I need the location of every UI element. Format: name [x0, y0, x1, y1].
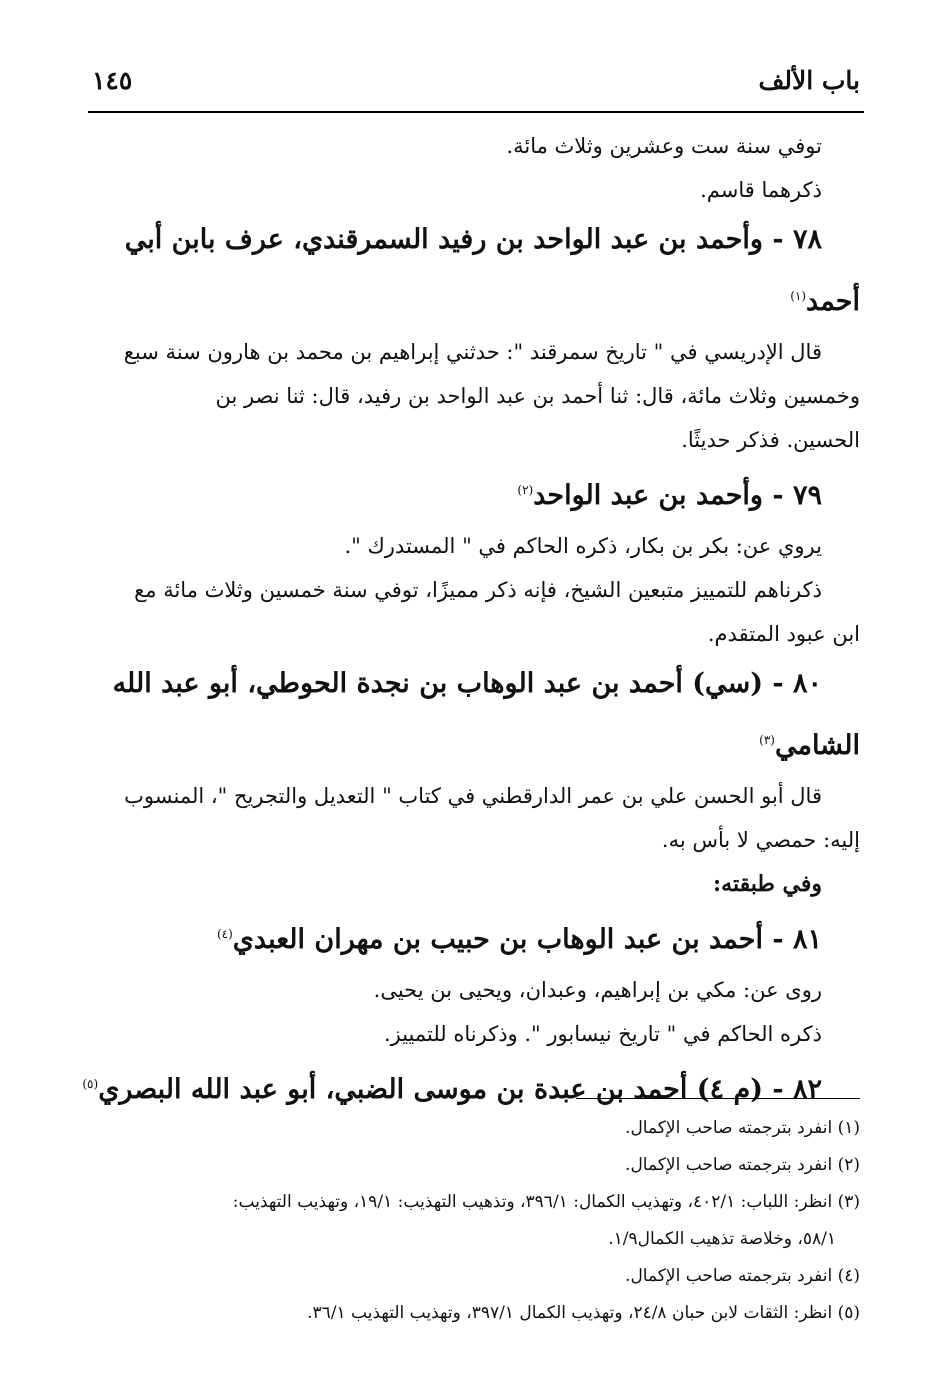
header-rule	[88, 111, 864, 113]
entry-heading-text: ٧٩ - وأحمد بن عبد الواحد	[533, 480, 822, 511]
subheading: وفي طبقته:	[713, 871, 822, 897]
footnote-ref: (٥)	[82, 1077, 99, 1091]
entry-heading-text: ٨١ - أحمد بن عبد الوهاب بن حبيب بن مهران العبدي	[232, 924, 822, 955]
entry-heading-80: ٨٠ - (سي) أحمد بن عبد الوهاب بن نجدة الحوطي، أبو عبد الله	[112, 668, 822, 699]
text-line: ذكرهما قاسم.	[700, 178, 822, 202]
entry-heading-79	[88, 462, 860, 524]
footnote-3: (٣) انظر: اللباب: ٤٠٢/١، وتهذيب الكمال: ٣٩٦/١، وتذهيب التهذيب: ١٩/١، وتهذيب التهذيب:	[232, 1192, 860, 1212]
entry-heading-text: الشامي	[774, 730, 860, 761]
entry-heading-81	[88, 906, 860, 968]
entry-heading-78: ٧٨ - وأحمد بن عبد الواحد بن رفيد السمرقندي، عرف بابن أبي	[124, 224, 822, 255]
footnote-separator	[576, 1098, 860, 1099]
entry-heading-78-cont	[88, 268, 860, 330]
footnote-3-cont: ٥٨/١، وخلاصة تذهيب الكمال١/٩.	[608, 1229, 836, 1249]
text-line: الحسين. فذكر حديثًا.	[681, 428, 860, 452]
text-line: روى عن: مكي بن إبراهيم، وعبدان، ويحيى بن يحيى.	[373, 978, 822, 1002]
text-line: ذكرناهم للتمييز متبعين الشيخ، فإنه ذكر مميزًا، توفي سنة خمسين وثلاث مائة مع	[134, 578, 822, 602]
footnote-5: (٥) انظر: الثقات لابن حبان ٢٤/٨، وتهذيب الكمال ٣٩٧/١، وتهذيب التهذيب ٣٦/١.	[307, 1303, 860, 1323]
text-line: وخمسين وثلاث مائة، قال: ثنا أحمد بن عبد الواحد بن رفيد، قال: ثنا نصر بن	[215, 384, 860, 408]
footnote-ref: (٤)	[216, 927, 233, 941]
text-line: قال الإدريسي في " تاريخ سمرقند ": حدثني إبراهيم بن محمد بن هارون سنة سبع	[123, 340, 822, 364]
text-line: ابن عبود المتقدم.	[707, 622, 860, 646]
entry-heading-80-cont	[88, 712, 860, 774]
footnote-ref: (٢)	[517, 483, 534, 497]
text-line: توفي سنة ست وعشرين وثلاث مائة.	[506, 134, 822, 158]
chapter-title: باب الألف	[758, 66, 860, 95]
main-text	[82, 124, 860, 1118]
footnote-1: (١) انفرد بترجمته صاحب الإكمال.	[625, 1118, 860, 1138]
page-number: ١٤٥	[92, 66, 133, 95]
footnote-2: (٢) انفرد بترجمته صاحب الإكمال.	[625, 1155, 860, 1175]
entry-heading-82	[82, 1056, 860, 1118]
footnotes	[88, 1110, 860, 1332]
text-line: ذكره الحاكم في " تاريخ نيسابور ". وذكرناه للتمييز.	[383, 1022, 822, 1046]
footnote-4: (٤) انفرد بترجمته صاحب الإكمال.	[625, 1266, 860, 1286]
entry-heading-text: أحمد	[806, 286, 860, 317]
footnote-ref: (٣)	[759, 733, 775, 747]
footnote-ref: (١)	[790, 289, 807, 303]
text-line: إليه: حمصي لا بأس به.	[661, 828, 860, 852]
text-line: يروي عن: بكر بن بكار، ذكره الحاكم في " المستدرك ".	[344, 534, 822, 558]
text-line: قال أبو الحسن علي بن عمر الدارقطني في كتاب " التعديل والتجريح "، المنسوب	[124, 784, 822, 808]
entry-heading-text: ٨٢ - (م ٤) أحمد بن عبدة بن موسى الضبي، أبو عبد الله البصري	[98, 1074, 822, 1105]
